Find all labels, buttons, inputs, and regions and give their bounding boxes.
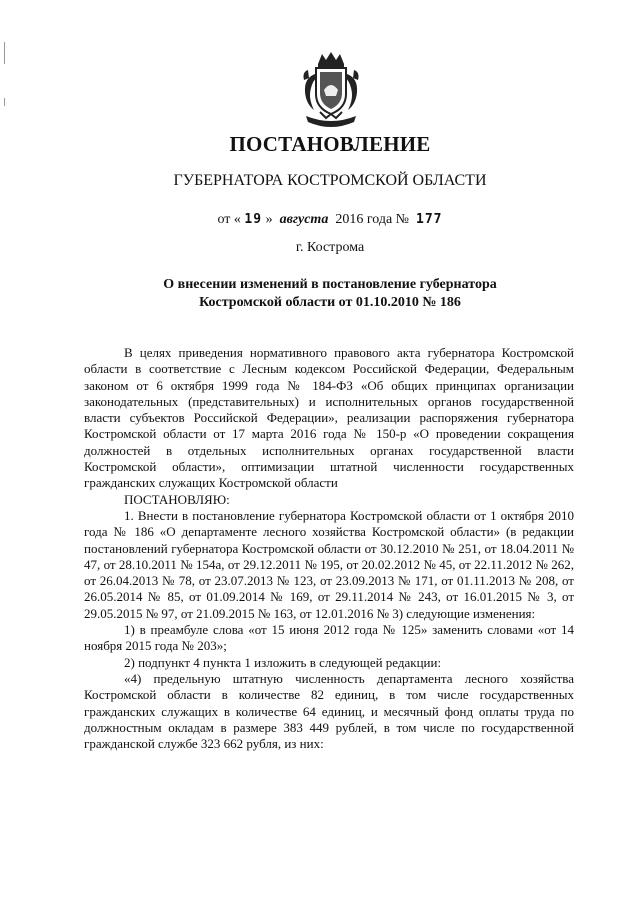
issuer-line: ГУБЕРНАТОРА КОСТРОМСКОЙ ОБЛАСТИ [173,172,487,189]
decree-word: ПОСТАНОВЛЯЮ: [124,491,230,507]
document-number: 177 [416,212,443,227]
date-month: августа [279,212,329,227]
date-quote-close: » [265,212,273,227]
document-body [84,345,574,752]
clause-1-paragraph: 1. Внести в постановление губернатора Костромской области от 1 октября 2010 года № 186 «О департаменте лесного хозяйства Костромской области» (в редакции постановлений губернатора Костромской области от 30.12.2010 № 251, от 18.04.2011 № 47, от 28.10.2011 № 154а, от 29.12.2011 № 195, от 20.02.2012 № 45, от 22.11.2012 № 262, от 26.04.2013 № 78, от 23.07.2013 № 123, от 23.09.2013 № 171, от 01.11.2013 № 208, от 26.05.2014 № 85, от 01.09.2014 № 169, от 29.11.2014 № 243, от 16.01.2015 № 3, от 29.05.2015 № 97, от 21.09.2015 № 163, от 12.01.2016 № 3) следующие изменения: [84,507,574,621]
subclause-2-paragraph: 2) подпункт 4 пункта 1 изложить в следующей редакции: [124,654,442,670]
subject-line-1: О внесении изменений в постановление губернатора [163,277,497,292]
subject-line-2: Костромской области от 01.10.2010 № 186 [199,295,461,310]
margin-scan-mark [4,42,5,64]
margin-scan-mark [4,98,5,106]
document-title: ПОСТАНОВЛЕНИЕ [229,132,431,156]
preamble-paragraph: В целях приведения нормативного правового акта губернатора Костромской области в соответствие с Лесным кодексом Российской Федерации, Федеральным законом от 6 октября 1999 года № 184-ФЗ «Об общих принципах организации законодательных (представительных) и исполнительных органов государственной власти субъектов Российской Федерации», реализации распоряжения губернатора Костромской области от 17 марта 2016 года № 150-р «О проведении сокращения должностей в отдельных исполнительных органах государственной власти Костромской области», оптимизации штатной численности государственных гражданских служащих Костромской области [84,345,574,491]
date-day: 19 [244,212,263,227]
date-number-line [0,212,640,228]
city-line: г. Кострома [295,240,365,255]
quoted-subclause-4-paragraph: «4) предельную штатную численность департамента лесного хозяйства Костромской области в количестве 82 единиц, в том числе государственных гражданских служащих в количестве 64 единиц, и месячный фонд оплаты труда по должностным окладам в размере 383 449 рублей, в том числе по государственной гражданской службе 323 662 рубля, из них: [84,670,574,752]
subclause-1-paragraph: 1) в преамбуле слова «от 15 июня 2012 года № 125» заменить словами «от 14 ноября 2015 года № 203»; [84,622,574,654]
document-subject [0,276,640,312]
date-year: 2016 года № [335,212,410,227]
date-prefix: от « [217,212,241,227]
coat-of-arms-emblem [296,50,366,132]
